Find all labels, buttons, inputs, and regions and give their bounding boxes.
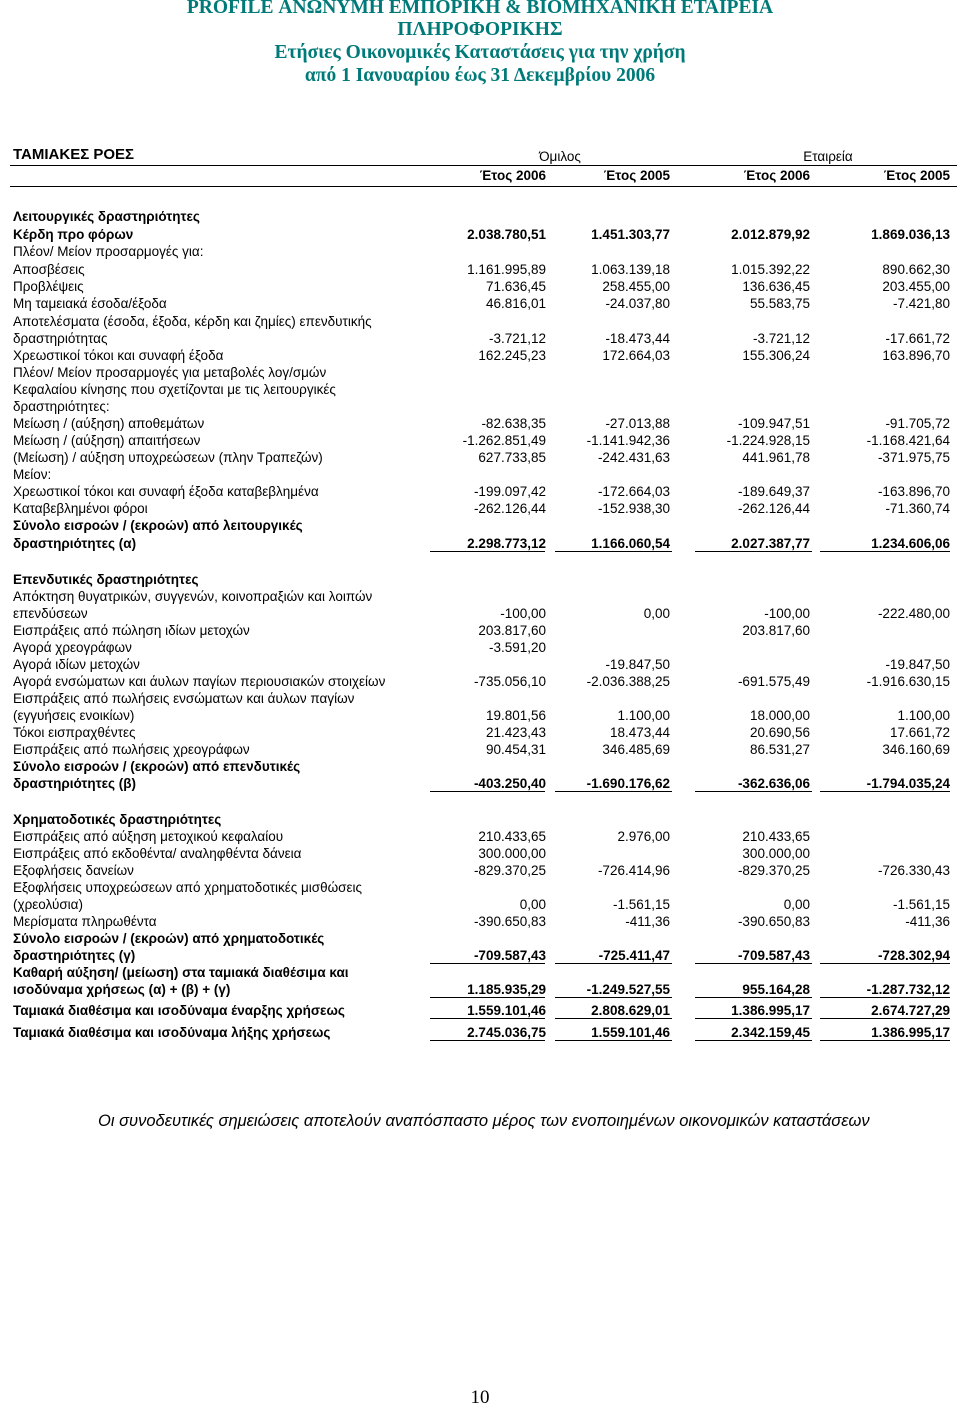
- table-row: [0, 896, 960, 913]
- table-row: [0, 656, 960, 673]
- value-company-2005: -1.168.421,64: [866, 433, 950, 448]
- table-row: [0, 295, 960, 312]
- value-group-2006: -82.638,35: [481, 416, 546, 431]
- total-underline: [430, 997, 545, 998]
- table-row: [0, 208, 960, 225]
- total-underline: [555, 1018, 672, 1019]
- total-underline: [555, 791, 672, 792]
- value-company-2006: -709.587,43: [737, 948, 810, 963]
- value-company-2006: -691.575,49: [737, 674, 810, 689]
- table-row: [0, 981, 960, 998]
- value-group-2006: 2.298.773,12: [467, 536, 546, 551]
- value-group-2006: 203.817,60: [478, 623, 546, 638]
- table-row: [0, 605, 960, 622]
- value-company-2005: -1.916.630,15: [866, 674, 950, 689]
- value-group-2005: -1.690.176,62: [586, 776, 670, 791]
- table-row: [0, 278, 960, 295]
- row-label: Εξοφλήσεις δανείων: [13, 863, 134, 878]
- row-label: δραστηριότητας: [13, 331, 108, 346]
- value-group-2006: -390.650,83: [473, 914, 546, 929]
- value-group-2006: -735.056,10: [473, 674, 546, 689]
- row-label: Κέρδη προ φόρων: [13, 227, 134, 242]
- value-company-2005: -728.302,94: [877, 948, 950, 963]
- row-label: δραστηριότητες (α): [13, 536, 137, 551]
- row-label: Εισπράξεις από εκδοθέντα/ αναληφθέντα δάνεια: [13, 846, 302, 861]
- value-group-2006: 90.454,31: [485, 742, 546, 757]
- total-underline: [430, 551, 545, 552]
- value-group-2005: -242.431,63: [597, 450, 670, 465]
- value-group-2006: -829.370,25: [473, 863, 546, 878]
- value-company-2006: -262.126,44: [737, 501, 810, 516]
- table-row: [0, 243, 960, 260]
- value-company-2006: 1.386.995,17: [731, 1003, 810, 1018]
- group-column-header: Όμιλος: [539, 149, 581, 164]
- value-group-2006: 210.433,65: [478, 829, 546, 844]
- year-header-group-2005: Έτος 2005: [603, 168, 670, 183]
- table-row: [0, 1024, 960, 1041]
- value-company-2006: 0,00: [783, 897, 810, 912]
- value-company-2005: 163.896,70: [882, 348, 950, 363]
- statements-subtitle: Ετήσιες Οικονομικές Καταστάσεις για την χρήση: [274, 42, 686, 63]
- value-group-2006: -100,00: [500, 606, 546, 621]
- page-number: 10: [470, 1387, 490, 1408]
- table-row: [0, 622, 960, 639]
- value-group-2006: 21.423,43: [485, 725, 546, 740]
- table-row: [0, 707, 960, 724]
- table-row: [0, 517, 960, 534]
- value-company-2006: 20.690,56: [749, 725, 810, 740]
- table-row: [0, 449, 960, 466]
- value-group-2005: 258.455,00: [602, 279, 670, 294]
- value-company-2006: 2.012.879,92: [731, 227, 810, 242]
- value-group-2006: -709.587,43: [473, 948, 546, 963]
- value-company-2006: -1.224.928,15: [726, 433, 810, 448]
- row-label: Λειτουργικές δραστηριότητες: [13, 209, 200, 224]
- value-group-2005: 18.473,44: [609, 725, 670, 740]
- value-group-2006: 71.636,45: [485, 279, 546, 294]
- table-row: [0, 330, 960, 347]
- value-company-2005: -17.661,72: [885, 331, 950, 346]
- value-group-2005: -1.141.942,36: [586, 433, 670, 448]
- row-label: (Μείωση) / αύξηση υποχρεώσεων (πλην Τραπεζών): [13, 450, 323, 465]
- table-row: [0, 535, 960, 552]
- value-company-2006: 955.164,28: [742, 982, 810, 997]
- table-row: [0, 947, 960, 964]
- value-company-2006: 86.531,27: [749, 742, 810, 757]
- value-group-2005: 0,00: [643, 606, 670, 621]
- value-company-2005: -19.847,50: [885, 657, 950, 672]
- value-company-2006: -829.370,25: [737, 863, 810, 878]
- value-company-2005: 1.386.995,17: [871, 1025, 950, 1040]
- row-label: Ταμιακά διαθέσιμα και ισοδύναμα λήξης χρήσεως: [13, 1025, 331, 1040]
- value-company-2005: -1.287.732,12: [866, 982, 950, 997]
- footnote: Οι συνοδευτικές σημειώσεις αποτελούν αναπόσπαστο μέρος των ενοποιημένων οικονομικών καταστάσεων: [98, 1112, 870, 1130]
- value-company-2006: 203.817,60: [742, 623, 810, 638]
- table-row: [0, 862, 960, 879]
- table-row: [0, 226, 960, 243]
- row-label: δραστηριότητες (β): [13, 776, 137, 791]
- table-row: [0, 381, 960, 398]
- row-label: Ταμιακά διαθέσιμα και ισοδύναμα έναρξης χρήσεως: [13, 1003, 345, 1018]
- row-label: επενδύσεων: [13, 606, 88, 621]
- year-header-divider: [10, 186, 957, 187]
- row-label: Αποτελέσματα (έσοδα, έξοδα, κέρδη και ζημίες) επενδυτικής: [13, 314, 372, 329]
- value-company-2006: -100,00: [764, 606, 810, 621]
- value-group-2005: 172.664,03: [602, 348, 670, 363]
- company-name: PROFILE ΑΝΩΝΥΜΗ ΕΜΠΟΡΙΚΗ & ΒΙΟΜΗΧΑΝΙΚΗ ΕΤΑΙΡΕΙΑ: [186, 0, 774, 18]
- total-underline: [820, 551, 950, 552]
- total-underline: [430, 791, 545, 792]
- row-label: Τόκοι εισπραχθέντες: [13, 725, 136, 740]
- value-group-2005: -27.013,88: [605, 416, 670, 431]
- value-group-2006: 2.745.036,75: [467, 1025, 546, 1040]
- value-group-2006: -262.126,44: [473, 501, 546, 516]
- value-group-2005: -172.664,03: [597, 484, 670, 499]
- value-company-2005: -726.330,43: [877, 863, 950, 878]
- row-label: Εισπράξεις από πώληση ιδίων μετοχών: [13, 623, 250, 638]
- row-label: Μείωση / (αύξηση) απαιτήσεων: [13, 433, 201, 448]
- value-company-2006: -390.650,83: [737, 914, 810, 929]
- value-company-2006: 300.000,00: [742, 846, 810, 861]
- value-company-2006: 210.433,65: [742, 829, 810, 844]
- value-company-2006: 155.306,24: [742, 348, 810, 363]
- value-group-2005: 1.166.060,54: [591, 536, 670, 551]
- row-label: Κεφαλαίου κίνησης που σχετίζονται με τις λειτουργικές: [13, 382, 336, 397]
- row-label: Πλέον/ Μείον προσαρμογές για μεταβολές λογ/σμών: [13, 365, 327, 380]
- value-group-2005: -725.411,47: [598, 948, 670, 963]
- value-group-2005: -1.561,15: [612, 897, 670, 912]
- value-group-2005: -18.473,44: [605, 331, 670, 346]
- value-group-2005: 1.100,00: [617, 708, 670, 723]
- table-row: [0, 415, 960, 432]
- row-label: δραστηριότητες:: [13, 399, 110, 414]
- row-label: Χρηματοδοτικές δραστηριότητες: [13, 812, 222, 827]
- row-label: Σύνολο εισροών / (εκροών) από λειτουργικές: [13, 518, 303, 533]
- table-row: [0, 261, 960, 278]
- row-label: (χρεολύσια): [13, 897, 83, 912]
- year-header-group-2006: Έτος 2006: [479, 168, 546, 183]
- row-label: Πλέον/ Μείον προσαρμογές για:: [13, 244, 204, 259]
- value-company-2005: 17.661,72: [889, 725, 950, 740]
- value-group-2005: 1.063.139,18: [591, 262, 670, 277]
- total-underline: [555, 997, 672, 998]
- table-row: [0, 879, 960, 896]
- row-label: Μείον:: [13, 467, 52, 482]
- value-company-2006: -362.636,06: [737, 776, 810, 791]
- year-header-company-2006: Έτος 2006: [743, 168, 810, 183]
- value-group-2006: 2.038.780,51: [467, 227, 546, 242]
- total-underline: [430, 1040, 545, 1041]
- value-group-2006: 300.000,00: [478, 846, 546, 861]
- reporting-period: από 1 Ιανουαρίου έως 31 Δεκεμβρίου 2006: [304, 65, 656, 86]
- value-company-2006: 2.027.387,77: [731, 536, 810, 551]
- table-row: [0, 673, 960, 690]
- table-row: [0, 828, 960, 845]
- table-row: [0, 690, 960, 707]
- total-underline: [820, 1040, 950, 1041]
- value-group-2005: 1.451.303,77: [591, 227, 670, 242]
- value-company-2005: -163.896,70: [877, 484, 950, 499]
- total-underline: [695, 1040, 812, 1041]
- total-underline: [695, 997, 812, 998]
- table-row: [0, 483, 960, 500]
- value-company-2005: 1.100,00: [897, 708, 950, 723]
- value-group-2006: 1.185.935,29: [467, 982, 546, 997]
- row-label: Μερίσματα πληρωθέντα: [13, 914, 157, 929]
- value-company-2006: -189.649,37: [737, 484, 810, 499]
- value-company-2005: -91.705,72: [885, 416, 950, 431]
- total-underline: [820, 791, 950, 792]
- total-underline: [695, 551, 812, 552]
- row-label: Καταβεβλημένοι φόροι: [13, 501, 148, 516]
- total-underline: [430, 1018, 545, 1019]
- table-row: [0, 398, 960, 415]
- row-label: Εξοφλήσεις υποχρεώσεων από χρηματοδοτικές μισθώσεις: [13, 880, 363, 895]
- value-group-2005: -24.037,80: [605, 296, 670, 311]
- value-group-2006: 1.161.995,89: [467, 262, 546, 277]
- row-label: Χρεωστικοί τόκοι και συναφή έξοδα καταβεβλημένα: [13, 484, 319, 499]
- value-group-2006: 46.816,01: [485, 296, 546, 311]
- table-title: ΤΑΜΙΑΚΕΣ ΡΟΕΣ: [13, 146, 135, 163]
- table-row: [0, 845, 960, 862]
- row-label: Αποσβέσεις: [13, 262, 85, 277]
- row-label: Σύνολο εισροών / (εκροών) από χρηματοδοτικές: [13, 931, 325, 946]
- total-underline: [555, 1040, 672, 1041]
- company-column-header: Εταιρεία: [803, 149, 853, 164]
- value-company-2005: 1.869.036,13: [871, 227, 950, 242]
- value-group-2006: -1.262.851,49: [462, 433, 546, 448]
- row-label: Σύνολο εισροών / (εκροών) από επενδυτικές: [13, 759, 301, 774]
- value-company-2005: 346.160,69: [882, 742, 950, 757]
- table-row: [0, 313, 960, 330]
- row-label: Εισπράξεις από πωλήσεις χρεογράφων: [13, 742, 250, 757]
- value-group-2006: -3.591,20: [488, 640, 546, 655]
- year-header-company-2005: Έτος 2005: [883, 168, 950, 183]
- value-group-2005: -726.414,96: [597, 863, 670, 878]
- value-group-2005: 346.485,69: [602, 742, 670, 757]
- value-group-2005: -411,36: [625, 914, 670, 929]
- row-label: (εγγυήσεις ενοικίων): [13, 708, 135, 723]
- table-row: [0, 588, 960, 605]
- value-group-2005: 1.559.101,46: [591, 1025, 670, 1040]
- value-group-2006: 162.245,23: [478, 348, 546, 363]
- value-company-2006: -109.947,51: [737, 416, 810, 431]
- value-group-2006: -199.097,42: [473, 484, 546, 499]
- value-group-2005: 2.976,00: [617, 829, 670, 844]
- value-group-2005: 2.808.629,01: [591, 1003, 670, 1018]
- value-group-2006: -403.250,40: [473, 776, 546, 791]
- value-group-2005: -152.938,30: [597, 501, 670, 516]
- value-company-2005: -371.975,75: [877, 450, 950, 465]
- table-row: [0, 758, 960, 775]
- table-row: [0, 432, 960, 449]
- value-company-2005: -1.561,15: [892, 897, 950, 912]
- header-divider: [10, 165, 957, 166]
- value-company-2005: -7.421,80: [892, 296, 950, 311]
- value-company-2005: -1.794.035,24: [866, 776, 950, 791]
- total-underline: [820, 1018, 950, 1019]
- row-label: Μείωση / (αύξηση) αποθεμάτων: [13, 416, 205, 431]
- value-company-2006: 136.636,45: [742, 279, 810, 294]
- value-company-2005: -222.480,00: [877, 606, 950, 621]
- total-underline: [555, 551, 672, 552]
- table-row: [0, 466, 960, 483]
- row-label: Επενδυτικές δραστηριότητες: [13, 572, 199, 587]
- table-row: [0, 639, 960, 656]
- value-company-2006: 1.015.392,22: [731, 262, 810, 277]
- row-label: Αγορά χρεογράφων: [13, 640, 132, 655]
- table-row: [0, 775, 960, 792]
- value-company-2006: 18.000,00: [749, 708, 810, 723]
- value-company-2005: 1.234.606,06: [871, 536, 950, 551]
- row-label: Χρεωστικοί τόκοι και συναφή έξοδα: [13, 348, 224, 363]
- value-group-2005: -2.036.388,25: [586, 674, 670, 689]
- value-company-2005: 890.662,30: [882, 262, 950, 277]
- table-row: [0, 571, 960, 588]
- value-group-2005: -19.847,50: [605, 657, 670, 672]
- total-underline: [695, 1018, 812, 1019]
- value-group-2006: 627.733,85: [478, 450, 546, 465]
- table-row: [0, 724, 960, 741]
- value-group-2006: 0,00: [519, 897, 546, 912]
- table-row: [0, 364, 960, 381]
- table-row: [0, 811, 960, 828]
- row-label: Καθαρή αύξηση/ (μείωση) στα ταμιακά διαθέσιμα και: [13, 965, 349, 980]
- value-company-2005: 203.455,00: [882, 279, 950, 294]
- table-row: [0, 964, 960, 981]
- value-company-2005: -411,36: [905, 914, 950, 929]
- value-company-2006: 55.583,75: [749, 296, 810, 311]
- table-row: [0, 930, 960, 947]
- value-group-2006: -3.721,12: [488, 331, 546, 346]
- value-company-2006: -3.721,12: [752, 331, 810, 346]
- row-label: Μη ταμειακά έσοδα/έξοδα: [13, 296, 167, 311]
- value-company-2006: 441.961,78: [742, 450, 810, 465]
- company-sector: ΠΛΗΡΟΦΟΡΙΚΗΣ: [397, 19, 563, 40]
- row-label: Αγορά ενσώματων και άυλων παγίων περιουσιακών στοιχείων: [13, 674, 386, 689]
- value-company-2005: -71.360,74: [885, 501, 950, 516]
- row-label: Προβλέψεις: [13, 279, 84, 294]
- row-label: Αγορά ιδίων μετοχών: [13, 657, 140, 672]
- value-group-2006: 19.801,56: [485, 708, 546, 723]
- value-company-2006: 2.342.159,45: [731, 1025, 810, 1040]
- value-group-2005: -1.249.527,55: [586, 982, 670, 997]
- value-group-2006: 1.559.101,46: [467, 1003, 546, 1018]
- row-label: ισοδύναμα χρήσεως (α) + (β) + (γ): [13, 982, 231, 997]
- table-row: [0, 500, 960, 517]
- table-row: [0, 1002, 960, 1019]
- value-company-2005: 2.674.727,29: [871, 1003, 950, 1018]
- table-row: [0, 913, 960, 930]
- total-underline: [820, 997, 950, 998]
- table-row: [0, 347, 960, 364]
- row-label: δραστηριότητες (γ): [13, 948, 136, 963]
- table-row: [0, 741, 960, 758]
- total-underline: [695, 791, 812, 792]
- row-label: Απόκτηση θυγατρικών, συγγενών, κοινοπραξιών και λοιπών: [13, 589, 373, 604]
- row-label: Εισπράξεις από πωλήσεις ενσώματων και άυλων παγίων: [13, 691, 355, 706]
- row-label: Εισπράξεις από αύξηση μετοχικού κεφαλαίου: [13, 829, 284, 844]
